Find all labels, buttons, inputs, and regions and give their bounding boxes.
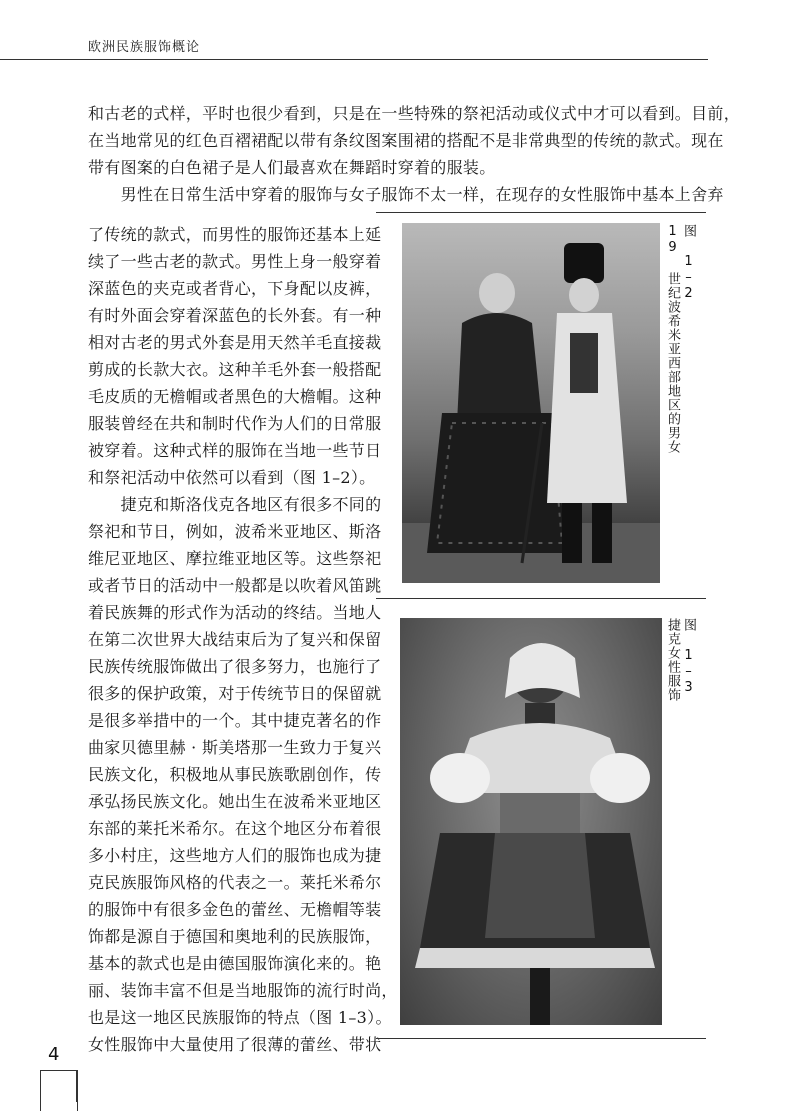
text-line: 曲家贝德里赫 · 斯美塔那一生致力于复兴 bbox=[88, 738, 382, 757]
text-line: 承弘扬民族文化。她出生在波希米亚地区 bbox=[88, 792, 382, 811]
text-line: 民族传统服饰做出了很多努力，也施行了 bbox=[88, 657, 382, 676]
text-line: 维尼亚地区、摩拉维亚地区等。这些祭祀 bbox=[88, 549, 382, 568]
couple-illustration bbox=[402, 223, 660, 583]
text-line: 带有图案的白色裙子是人们最喜欢在舞蹈时穿着的服装。 bbox=[88, 158, 496, 177]
text-line: 相对古老的男式外套是用天然羊毛直接裁 bbox=[88, 333, 382, 352]
text-line: 被穿着。这种式样的服饰在当地一些节日 bbox=[88, 441, 382, 460]
costume-illustration bbox=[400, 618, 662, 1025]
text-line: 东部的莱托米希尔。在这个地区分布着很 bbox=[88, 819, 382, 838]
text-line: 在第二次世界大战结束后为了复兴和保留 bbox=[88, 630, 382, 649]
header-rule bbox=[0, 59, 708, 60]
text-line: 深蓝色的夹克或者背心，下身配以皮裤， bbox=[88, 279, 382, 298]
text-line: 丽、装饰丰富不但是当地服饰的流行时尚， bbox=[88, 981, 398, 1000]
text-line: 服装曾经在共和制时代作为人们的日常服 bbox=[88, 414, 382, 433]
text-line: 或者节日的活动中一般都是以吹着风笛跳 bbox=[88, 576, 382, 595]
text-line: 和古老的式样，平时也很少看到，只是在一些特殊的祭祀活动或仪式中才可以看到。目前， bbox=[88, 104, 741, 123]
text-line: 也是这一地区民族服饰的特点（图 1–3）。 bbox=[88, 1008, 392, 1027]
fig-rule-top bbox=[376, 212, 706, 213]
text-line: 捷克和斯洛伐克各地区有很多不同的 bbox=[88, 495, 382, 514]
text-line: 和祭祀活动中依然可以看到（图 1–2）。 bbox=[88, 468, 376, 487]
text-line: 毛皮质的无檐帽或者黑色的大檐帽。这种 bbox=[88, 387, 382, 406]
text-line: 男性在日常生活中穿着的服饰与女子服饰不太一样，在现存的女性服饰中基本上舍弃 bbox=[88, 185, 724, 204]
text-line: 饰都是源自于德国和奥地利的民族服饰， bbox=[88, 927, 382, 946]
text-line: 在当地常见的红色百褶裙配以带有条纹图案围裙的搭配不是非常典型的传统的款式。现在 bbox=[88, 131, 724, 150]
text-line: 克民族服饰风格的代表之一。莱托米希尔 bbox=[88, 873, 382, 892]
figure-caption: 19 世纪波希米亚西部地区的男女 bbox=[665, 224, 680, 454]
figure-caption: 捷克女性服饰 bbox=[665, 618, 680, 702]
text-line: 民族文化，积极地从事民族歌剧创作，传 bbox=[88, 765, 382, 784]
text-line: 的服饰中有很多金色的蕾丝、无檐帽等装 bbox=[88, 900, 382, 919]
text-line: 续了一些古老的款式。男性上身一般穿着 bbox=[88, 252, 382, 271]
page-number: 4 bbox=[48, 1044, 60, 1065]
text-line: 是很多举措中的一个。其中捷克著名的作 bbox=[88, 711, 382, 730]
figure-photo-man-woman bbox=[402, 223, 660, 583]
text-line: 了传统的款式，而男性的服饰还基本上延 bbox=[88, 225, 382, 244]
text-line: 祭祀和节日，例如，波希米亚地区、斯洛 bbox=[88, 522, 382, 541]
text-line: 有时外面会穿着深蓝色的长外套。有一种 bbox=[88, 306, 382, 325]
fig-rule-bottom bbox=[376, 598, 706, 599]
figure-number: 图 1–3 bbox=[681, 618, 696, 696]
figure-number: 图 1–2 bbox=[681, 224, 696, 302]
text-line: 基本的款式也是由德国服饰演化来的。艳 bbox=[88, 954, 382, 973]
corner-mark-line bbox=[76, 1070, 77, 1102]
running-head: 欧洲民族服饰概论 bbox=[88, 40, 201, 55]
text-line: 着民族舞的形式作为活动的终结。当地人 bbox=[88, 603, 382, 622]
text-line: 很多的保护政策，对于传统节日的保留就 bbox=[88, 684, 382, 703]
fig-rule-bottom bbox=[376, 1038, 706, 1039]
text-line: 多小村庄，这些地方人们的服饰也成为捷 bbox=[88, 846, 382, 865]
figure-photo-costume bbox=[400, 618, 662, 1025]
corner-mark bbox=[40, 1070, 78, 1111]
text-line: 女性服饰中大量使用了很薄的蕾丝、带状 bbox=[88, 1035, 382, 1054]
text-line: 剪成的长款大衣。这种羊毛外套一般搭配 bbox=[88, 360, 382, 379]
